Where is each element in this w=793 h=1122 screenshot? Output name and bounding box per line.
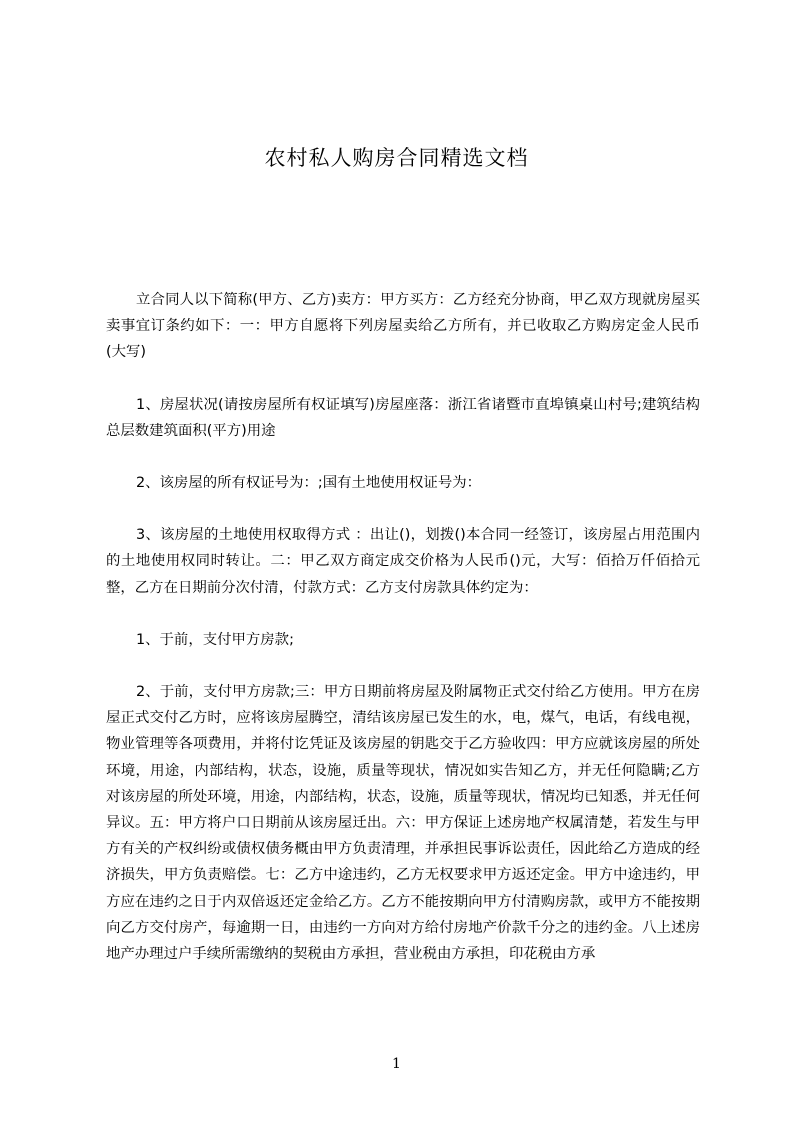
paragraph-land-use-price: 3、该房屋的土地使用权取得方式 ：出让()，划拨()本合同一经签订，该房屋占用范围内的土地使用权同时转让。二：甲乙双方商定成交价格为人民币()元，大写：佰拾万仟佰拾元整，乙方在日期前分次付清，付款方式：乙方支付房款具体约定为： <box>106 527 700 596</box>
document-title: 农村私人购房合同精选文档 <box>264 146 529 170</box>
paragraph-intro: 立合同人以下简称(甲方、乙方)卖方：甲方买方：乙方经充分协商，甲乙双方现就房屋买卖事宜订条约如下：一：甲方自愿将下列房屋卖给乙方所有，并已收取乙方购房定金人民币(大写) <box>106 292 700 361</box>
paragraph-certificate-numbers: 2、该房屋的所有权证号为：;国有土地使用权证号为： <box>136 475 481 492</box>
paragraph-house-status: 1、房屋状况(请按房屋所有权证填写)房屋座落：浙江省诸暨市直埠镇桌山村号;建筑结构总层数建筑面积(平方)用途 <box>106 396 700 439</box>
paragraph-payment-2-terms: 2、于前，支付甲方房款;三：甲方日期前将房屋及附属物正式交付给乙方使用。甲方在房屋正式交付乙方时，应将该房屋腾空，清结该房屋已发生的水，电，煤气，电话，有线电视，物业管理等各项费用，并将付讫凭证及该房屋的钥匙交于乙方验收四：甲方应就该房屋的所处环境，用途，内部结构，状态，设施，质量等现状，情况如实告知乙方，并无任何隐瞒;乙方对该房屋的所处环境，用途，内部结构，状态，设施，质量等现状，情况均已知悉，并无任何异议。五：甲方将户口日期前从该房屋迁出。六：甲方保证上述房地产权属清楚，若发生与甲方有关的产权纠纷或债权债务概由甲方负责清理，并承担民事诉讼责任，因此给乙方造成的经济损失，甲方负责赔偿。七：乙方中途违约，乙方无权要求甲方返还定金。甲方中途违约，甲方应在违约之日于内双倍返还定金给乙方。乙方不能按期向甲方付清购房款，或甲方不能按期向乙方交付房产，每逾期一日，由违约一方向对方给付房地产价款千分之的违约金。八上述房地产办理过户手续所需缴纳的契税由方承担，营业税由方承担，印花税由方承 <box>106 684 700 963</box>
page-number: 1 <box>392 1056 401 1072</box>
document-body <box>106 287 700 993</box>
paragraph-payment-1: 1、于前，支付甲方房款; <box>136 631 294 648</box>
